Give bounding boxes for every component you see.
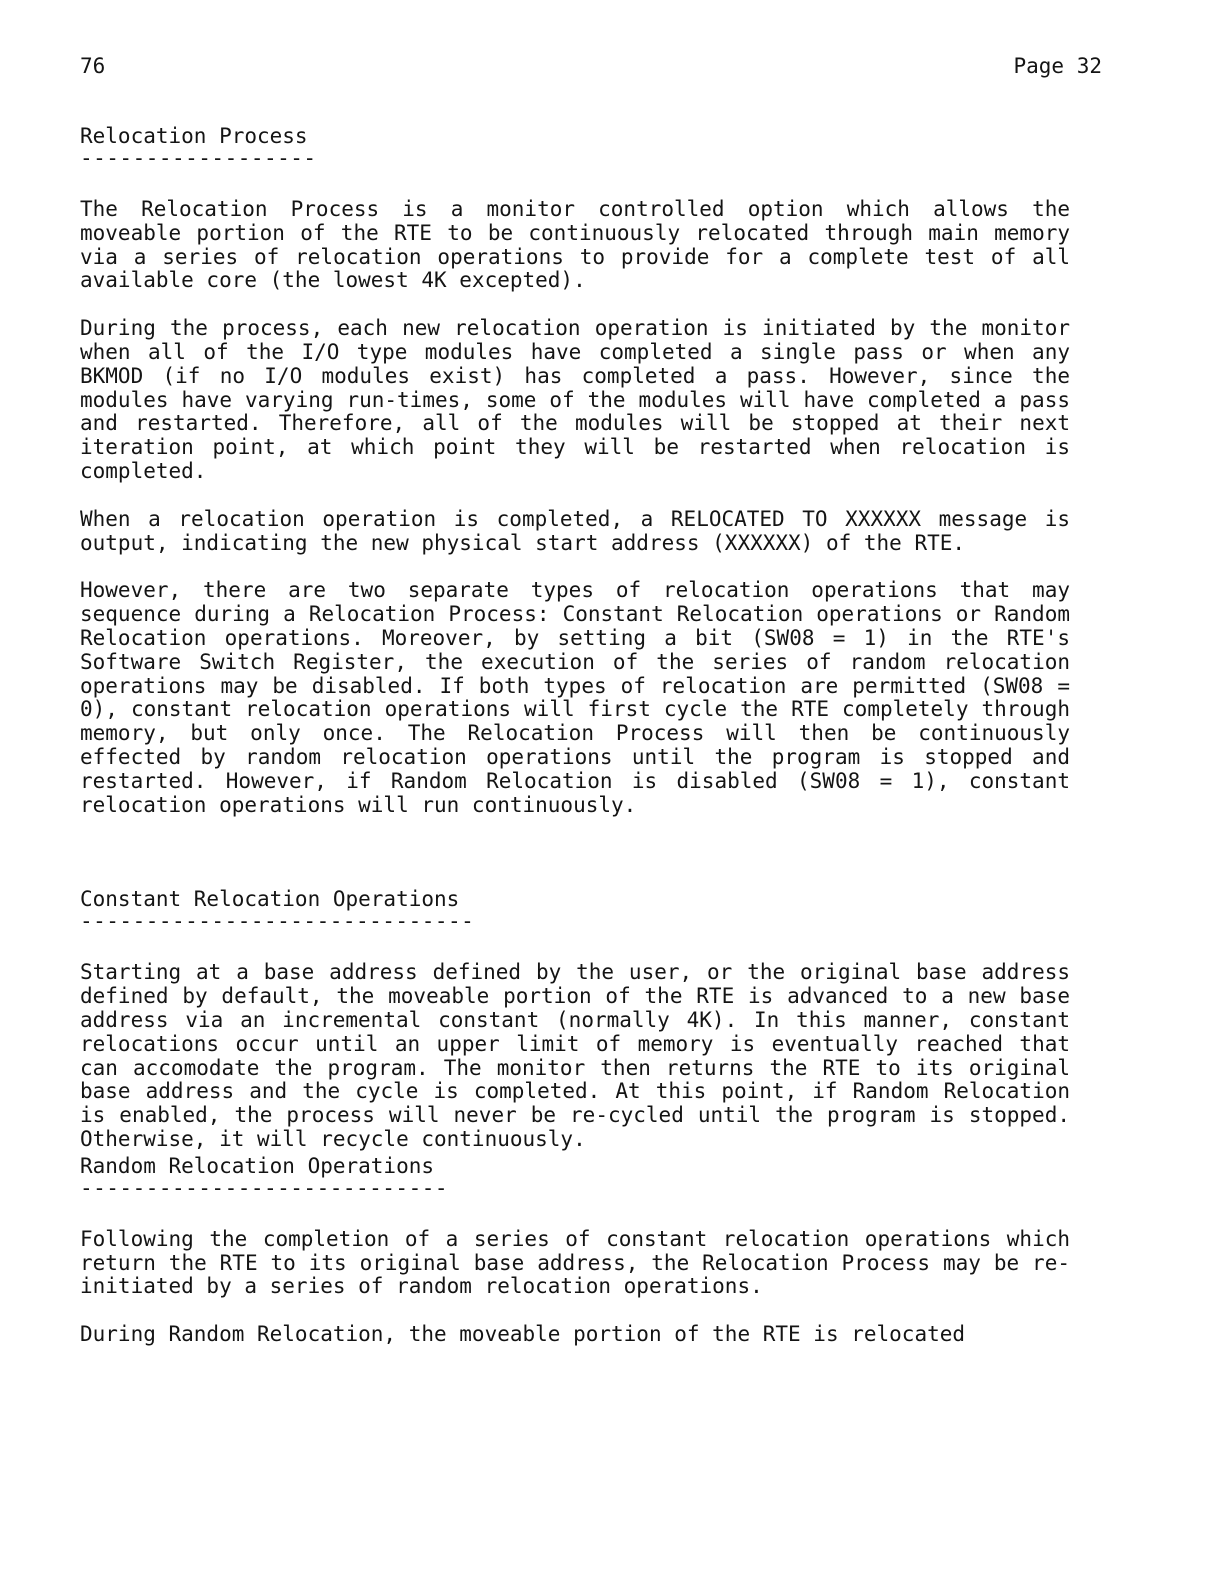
paragraph: The Relocation Process is a monitor controlled option which allows the moveable portion of the RTE to be continuously relocated through main memory via a series of relocation operations to provide for a complete test of all available core (the lowest 4K excepted). bbox=[80, 197, 1070, 293]
section-underline: ------------------------------ bbox=[80, 909, 475, 934]
paragraph: Following the completion of a series of constant relocation operations which return the RTE to its original base address, the Relocation Process may be re-initiated by a series of random relocation operations. bbox=[80, 1226, 1070, 1299]
paragraph: When a relocation operation is completed, a RELOCATED TO XXXXXX message is output, indicating the new physical start address (XXXXXX) of the RTE. bbox=[80, 506, 1070, 555]
section-title-relocation-process: Relocation Process bbox=[80, 124, 308, 148]
section-underline: ---------------------------- bbox=[80, 1175, 449, 1200]
page-number-left: 76 bbox=[80, 54, 106, 78]
paragraph: However, there are two separate types of relocation operations that may sequence during a Relocation Process: Constant Relocation operations or Random Relocation operations. Moreover, by setting a bit (SW08 = 1) in the RTE's Software Switch Register, the execution of the series of random relocation operations may be disabled. If both types of relocation are permitted (SW08 = 0), constant relocation operations will first cycle the RTE completely through memory, but only once. The Relocation Process will then be continuously effected by random relocation operations until the program is stopped and restarted. However, if Random Relocation is disabled (SW08 = 1), constant relocation operations will run continuously. bbox=[80, 578, 1070, 817]
page-number-right: Page 32 bbox=[1013, 54, 1102, 78]
paragraph: During Random Relocation, the moveable portion of the RTE is relocated bbox=[80, 1322, 966, 1347]
paragraph: Starting at a base address defined by the user, or the original base address defined by default, the moveable portion of the RTE is advanced to a new base address via an incremental constant (normally 4K). In this manner, constant relocations occur until an upper limit of memory is eventually reached that can accomodate the program. The monitor then returns the RTE to its original base address and the cycle is completed. At this point, if Random Relocation is enabled, the process will never be re-cycled until the program is stopped. Otherwise, it will recycle continuously. bbox=[80, 960, 1070, 1151]
section-title-constant-relocation: Constant Relocation Operations bbox=[80, 887, 460, 912]
section-title-random-relocation: Random Relocation Operations bbox=[80, 1153, 435, 1178]
page-content bbox=[80, 124, 1070, 1347]
paragraph: During the process, each new relocation operation is initiated by the monitor when all of the I/O type modules have completed a single pass or when any BKMOD (if no I/O modules exist) has completed a pass. However, since the modules have varying run-times, some of the modules will have completed a pass and restarted. Therefore, all of the modules will be stopped at their next iteration point, at which point they will be restarted when relocation is completed. bbox=[80, 316, 1070, 483]
section-underline: ------------------ bbox=[80, 146, 317, 170]
